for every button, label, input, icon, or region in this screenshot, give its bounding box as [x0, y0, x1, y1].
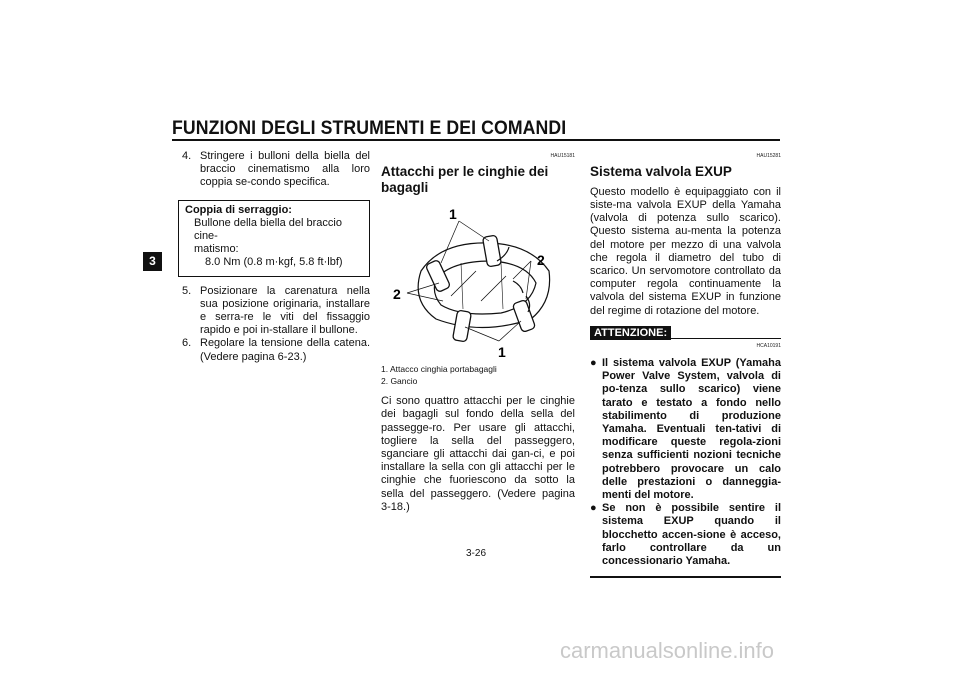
strap-hook-icon — [483, 235, 502, 267]
step-text: Regolare la tensione della catena. (Vedere pagina 6-23.) — [200, 337, 370, 363]
bullet-text: Se non è possibile sentire il sistema EXUP quando il blocchetto accen-sione è acceso, farlo controllare da un concessionario Yamaha. — [602, 502, 781, 567]
spec-line: matismo: — [194, 243, 239, 256]
figure-label: 1 — [498, 344, 506, 361]
caution-bullets — [590, 357, 781, 568]
bullet-text: Il sistema valvola EXUP (Yamaha Power Valve System, valvola di po-tenza sullo scarico) viene tarato e testato a fondo nello stabilimento di produzione Yamaha. Eventuali ten-tativi di modificare queste regola-zioni senza sufficienti nozioni tecniche potrebbero provocare un calo delle prestazioni o danneggia-menti del motore. — [602, 356, 781, 501]
figure-label: 2 — [537, 252, 545, 269]
section-code: HAU15281 — [756, 153, 781, 159]
bullet-icon: ● — [590, 356, 597, 369]
caption-item: 1. Attacco cinghia portabagagli — [381, 364, 497, 375]
caution-bullet — [590, 502, 781, 568]
bullet-icon: ● — [590, 502, 597, 515]
section-title: Attacchi per le cinghie dei bagagli — [381, 164, 549, 195]
spec-value: 8.0 Nm (0.8 m·kgf, 5.8 ft·lbf) — [205, 256, 343, 269]
luggage-strap-figure — [381, 201, 571, 361]
step-text: Posizionare la carenatura nella sua posizione originaria, installare e serra-re le viti del fissaggio rapido e poi in-stallare il bullone. — [200, 284, 370, 337]
step-number: 5. — [182, 284, 192, 297]
step-number: 6. — [182, 337, 192, 350]
column-left — [182, 150, 370, 364]
figure-label: 2 — [393, 286, 401, 303]
caution-rule — [670, 338, 781, 339]
step-text: Stringere i bulloni della biella del braccio cinematismo alla loro coppia se-condo specifica. — [200, 150, 370, 189]
page-title: FUNZIONI DEGLI STRUMENTI E DEI COMANDI — [172, 118, 567, 139]
caution-label: ATTENZIONE: — [590, 326, 671, 340]
caption-item: 2. Gancio — [381, 376, 418, 387]
caution-end-rule — [590, 576, 781, 578]
figure-label: 1 — [449, 206, 457, 223]
caution-header — [590, 326, 781, 340]
section-title: Sistema valvola EXUP — [590, 164, 732, 180]
figure-captions — [381, 363, 575, 387]
watermark: carmanualsonline.info — [560, 638, 775, 663]
strap-hook-icon — [453, 310, 472, 342]
section-code: HAU15181 — [550, 153, 575, 159]
step-number: 4. — [182, 150, 192, 162]
step-4 — [182, 150, 370, 190]
strap-hook-icon — [512, 300, 535, 333]
step-6 — [182, 337, 370, 363]
column-right — [590, 150, 781, 578]
section-body: Ci sono quattro attacchi per le cinghie dei bagagli sul fondo della sella del passegge-ro. Per usare gli attacchi, togliere la sella del passeggero, sganciare gli attacchi dai gan-ci, e poi installare la sella con gli attacchi per le cinghie che fuoriescono da sotto la sella del passeggero. (Vedere pagina 3-18.) — [381, 395, 575, 513]
header-rule — [172, 139, 780, 141]
torque-spec-box — [178, 200, 370, 277]
caution-code: HCA10191 — [756, 342, 781, 349]
chapter-tab: 3 — [143, 252, 162, 271]
column-middle — [381, 150, 575, 514]
section-body: Questo modello è equipaggiato con il siste-ma valvola EXUP della Yamaha (valvola di potenza sullo scarico). Questo sistema au-menta la potenza del motore per mezzo di una valvola che regola il diametro del tubo di scarico. Un servomotore controllato da computer regola continuamente la valvola del sistema EXUP in funzione del regime di rotazione del motore. — [590, 185, 781, 317]
spec-line: Bullone della biella del braccio cine- — [194, 216, 342, 243]
seat-underside-illustration — [381, 201, 571, 361]
spec-title: Coppia di serraggio: — [185, 203, 292, 216]
strap-hook-icon — [425, 260, 450, 293]
page-number: 3-26 — [466, 548, 487, 559]
step-5 — [182, 285, 370, 338]
caution-bullet — [590, 357, 781, 502]
